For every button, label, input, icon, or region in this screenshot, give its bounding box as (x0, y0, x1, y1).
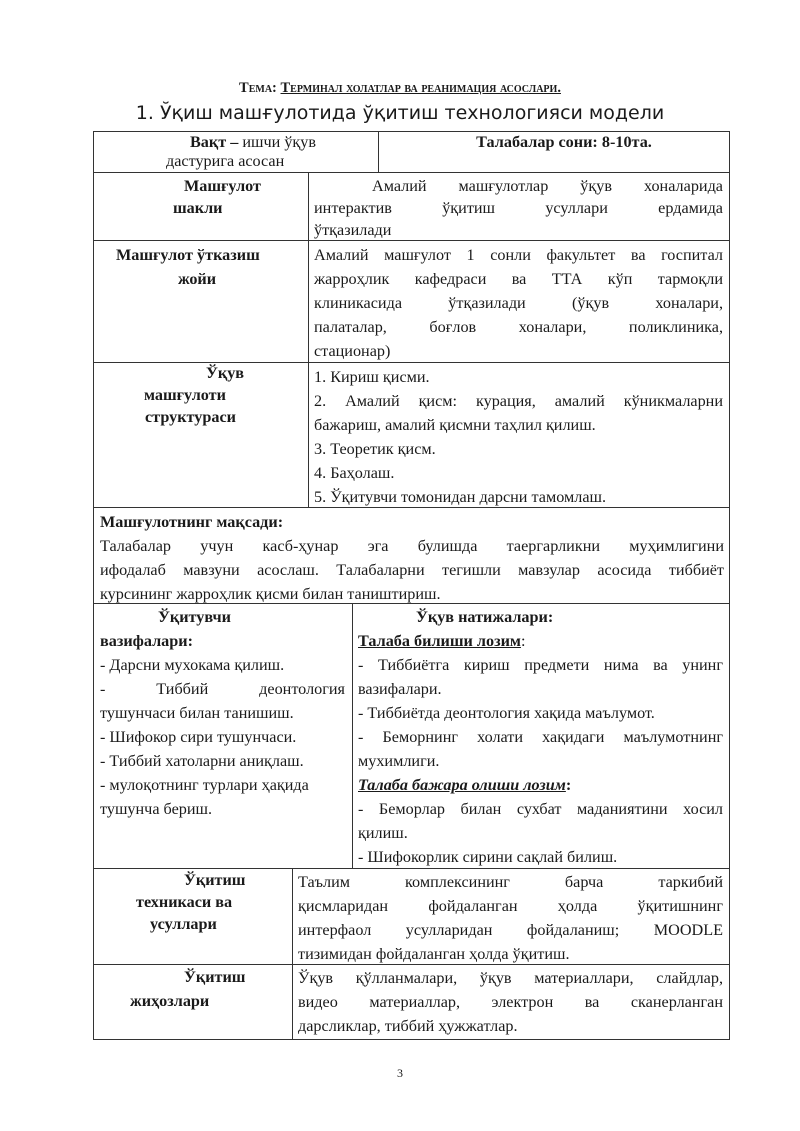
equipment-text: Ўқув қўлланмалари, ўқув материаллари, слайдлар, видео материаллар, электрон ва сканерланган дарсликлар, тиббий ҳужжатлар. (298, 969, 723, 1035)
list-item: 2. Амалий қисм: курация, амалий кўникмаларни (314, 392, 723, 410)
methods-label: Ўқитиш техникаси ва усуллари (136, 871, 246, 933)
page-number: 3 (397, 1066, 403, 1080)
structure-label: Ўқув машғулоти структураси (144, 364, 245, 426)
learning-results: Ўқув натижалари: Талаба билиши лозим: - Тиббиётга кириш предмети нима ва унинг вазифалари. - Тиббиётда деонтология хақида маълумот. - Беморнинг холати хақидаги маълумотнинг мухимлиги. Талаба бажара олиши лозим: - Беморлар билан сухбат маданиятини хосил қилиш. - Шифокорлик сирини сақлай билиш. (358, 605, 723, 869)
topic-line (0, 80, 800, 97)
teacher-tasks: Ўқитувчи вазифалари: - Дарсни мухокама қилиш. - Тиббий деонтология тушунчаси билан танишиш. - Шифокор сири тушунчаси. - Тиббий хатоларни аниқлаш. - мулоқотнинг турлари ҳақида тушунча бериш. (100, 605, 345, 821)
goal-heading: Машғулотнинг мақсади: (100, 513, 284, 531)
list-item: - Дарсни мухокама қилиш. (100, 656, 285, 674)
list-item: тушунча бериш. (100, 800, 213, 818)
topic-title: Терминал холатлар ва реанимация асослари. (280, 80, 561, 96)
list-item: тушунчаси билан танишиш. (100, 704, 294, 722)
goal-cell: Машғулотнинг мақсади: Талабалар учун касб-ҳунар эга булишда таергарликни муҳимлигини ифодалаб мавзуни асослаш. Талабаларни тегишли мавзулар асосида тиббиёт курсининг жарроҳлик қисми билан таништириш. (100, 510, 724, 606)
list-item: - Тиббий хатоларни аниқлаш. (100, 752, 304, 770)
form-text: Амалий машғулотлар ўқув хоналарида интерактив ўқитиш усуллари ердамида ўтқазилади (314, 177, 723, 239)
place-label: Машғулот ўтказиш жойи (116, 246, 260, 288)
model-subtitle: 1. Ўқиш машғулотида ўқитиш технологияси модели (135, 102, 665, 124)
students-count: Талабалар сони: 8-10та. (476, 133, 652, 151)
time-label: Вақт – (190, 133, 239, 151)
results-heading: Ўқув натижалари: (416, 608, 554, 626)
time-value-cont: дастурига асосан (166, 152, 285, 170)
list-item: 1. Кириш қисми. (314, 368, 430, 386)
list-item: - Шифокор сири тушунчаси. (100, 728, 297, 746)
list-item: - Тиббиётга кириш предмети нима ва унинг (358, 656, 723, 674)
list-item: - Шифокорлик сирини сақлай билиш. (358, 848, 618, 866)
list-item: қилиш. (358, 824, 408, 842)
topic-label: Тема: (239, 80, 277, 96)
list-item: вазифалари. (358, 680, 442, 698)
time-cell (100, 133, 372, 171)
list-item: мухимлиги. (358, 752, 440, 770)
know-heading: Талаба билиши лозим (358, 632, 521, 650)
methods-text: Таълим комплексининг барча таркибий қисмларидан фойдаланган ҳолда ўқитишнинг интерфаол усулларидан фойдаланиш; MOODLE тизимидан фойдаланган ҳолда ўқитиш. (298, 873, 723, 963)
list-item: 4. Баҳолаш. (314, 464, 395, 482)
do-heading: Талаба бажара олиши лозим (358, 776, 566, 794)
list-item: 5. Ўқитувчи томонидан дарсни тамомлаш. (314, 488, 607, 506)
list-item: бажариш, амалий қисмни таҳлил қилиш. (314, 416, 596, 434)
list-item: - Беморнинг холати хақидаги маълумотнинг (358, 728, 723, 746)
form-label: Машғулот шакли (173, 177, 261, 217)
structure-list (314, 365, 723, 509)
list-item: - мулоқотнинг турлари ҳақида (100, 776, 309, 794)
place-text: Амалий машғулот 1 сонли факультет ва госпитал жарроҳлик кафедраси ва ТТА кўп тармоқли клиникасида ўтқазилади (ўқув хоналари, палаталар, боғлов хоналари, поликлиника, стационар) (314, 246, 723, 360)
time-value: ишчи ўқув (238, 133, 317, 151)
list-item: 3. Теоретик қисм. (314, 440, 436, 458)
list-item: - Беморлар билан сухбат маданиятини хосил (358, 800, 723, 818)
list-item: - Тиббий деонтология (100, 680, 345, 698)
list-item: - Тиббиётда деонтология хақида маълумот. (358, 704, 655, 722)
equipment-label: Ўқитиш жиҳозлари (130, 968, 246, 1010)
